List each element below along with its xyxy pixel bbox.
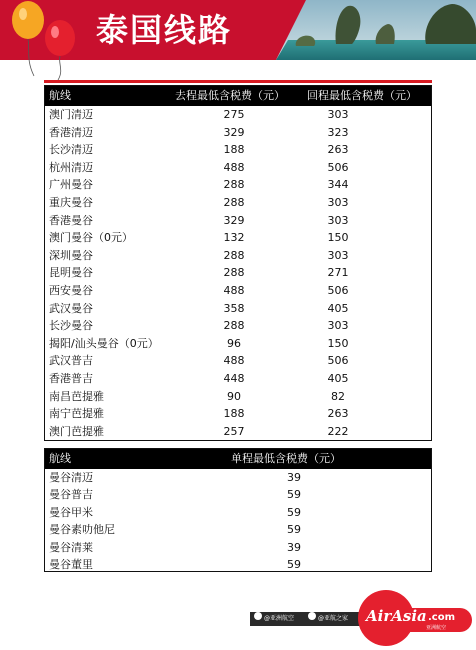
- fare-cell: 132: [223, 231, 245, 245]
- fare-cell: 150: [327, 336, 349, 350]
- fare-cell: 59: [287, 505, 301, 519]
- fare-cell: 263: [327, 407, 349, 421]
- fare-cell: 506: [327, 160, 349, 174]
- route-cell: 重庆曼谷: [49, 195, 93, 209]
- route-cell: 深圳曼谷: [49, 248, 93, 262]
- fare-cell: 506: [327, 354, 349, 368]
- fare-cell: 275: [223, 108, 245, 121]
- airasia-logo-domain: .com: [428, 612, 456, 623]
- fare-cell: 303: [327, 195, 349, 209]
- column-header-oneway: 单程最低含税费（元）: [231, 452, 341, 465]
- route-cell: 曼谷素叻他尼: [49, 523, 115, 537]
- table-body: [45, 469, 431, 573]
- table-row: [45, 317, 431, 335]
- route-cell: 曼谷普吉: [49, 488, 93, 502]
- fare-cell: 222: [327, 424, 349, 438]
- fare-cell: 488: [223, 283, 245, 297]
- weibo-handle-2[interactable]: @亚航之家: [318, 615, 349, 622]
- table-row: [45, 469, 431, 486]
- table-row: [45, 486, 431, 503]
- fare-cell: 188: [223, 407, 245, 421]
- table-row: [45, 194, 431, 212]
- fare-cell: 448: [223, 371, 245, 385]
- table-row: [45, 388, 431, 406]
- route-cell: 南昌芭提雅: [49, 389, 104, 403]
- table-row: [45, 124, 431, 142]
- fare-cell: 488: [223, 160, 245, 174]
- weibo-icon: [308, 612, 316, 620]
- fare-cell: 82: [331, 389, 345, 403]
- table-row: [45, 300, 431, 318]
- weibo-icon: [254, 612, 262, 620]
- fare-cell: 323: [327, 125, 349, 139]
- route-cell: 武汉曼谷: [49, 301, 93, 315]
- column-header-route: 航线: [49, 89, 71, 102]
- fare-cell: 39: [287, 471, 301, 484]
- table-header: [45, 449, 431, 469]
- route-cell: 南宁芭提雅: [49, 407, 104, 421]
- fare-cell: 288: [223, 178, 245, 192]
- table-row: [45, 539, 431, 556]
- table-row: [45, 247, 431, 265]
- table-row: [45, 370, 431, 388]
- page-title: 泰国线路: [96, 11, 233, 49]
- column-header-outbound: 去程最低含税费（元）: [175, 89, 285, 102]
- fare-cell: 90: [227, 389, 241, 403]
- fare-cell: 405: [327, 371, 349, 385]
- route-cell: 香港普吉: [49, 371, 93, 385]
- route-cell: 长沙清迈: [49, 143, 93, 157]
- fare-cell: 288: [223, 266, 245, 280]
- table-row: [45, 212, 431, 230]
- fare-cell: 344: [327, 178, 349, 192]
- table-row: [45, 264, 431, 282]
- fare-cell: 303: [327, 319, 349, 333]
- fare-cell: 303: [327, 248, 349, 262]
- column-header-route: 航线: [49, 452, 71, 465]
- fare-cell: 358: [223, 301, 245, 315]
- fare-cell: 59: [287, 557, 301, 571]
- table-row: [45, 504, 431, 521]
- table-header: [45, 86, 431, 106]
- fare-cell: 288: [223, 319, 245, 333]
- route-cell: 香港清迈: [49, 125, 93, 139]
- route-cell: 曼谷董里: [49, 557, 93, 571]
- fare-cell: 488: [223, 354, 245, 368]
- route-cell: 澳门芭提雅: [49, 424, 104, 438]
- table-row: [45, 159, 431, 177]
- fare-cell: 288: [223, 248, 245, 262]
- fare-cell: 303: [327, 213, 349, 227]
- balloon-icon: [0, 0, 100, 80]
- route-cell: 香港曼谷: [49, 213, 93, 227]
- table-row: [45, 106, 431, 124]
- route-cell: 澳门曼谷（0元）: [49, 231, 133, 245]
- fare-cell: 288: [223, 195, 245, 209]
- fare-cell: 506: [327, 283, 349, 297]
- weibo-handle-1[interactable]: @亚洲航空: [264, 615, 295, 622]
- fare-cell: 405: [327, 301, 349, 315]
- route-cell: 长沙曼谷: [49, 319, 93, 333]
- fare-cell: 59: [287, 523, 301, 537]
- fare-cell: 59: [287, 488, 301, 502]
- fare-cell: 329: [223, 125, 245, 139]
- table-row: [45, 176, 431, 194]
- route-cell: 曼谷甲米: [49, 505, 93, 519]
- table-row: [45, 282, 431, 300]
- route-cell: 武汉普吉: [49, 354, 93, 368]
- fare-cell: 150: [327, 231, 349, 245]
- route-cell: 广州曼谷: [49, 178, 93, 192]
- table-row: [45, 405, 431, 423]
- fare-cell: 39: [287, 540, 301, 554]
- route-cell: 澳门清迈: [49, 108, 93, 121]
- fare-cell: 96: [227, 336, 241, 350]
- thailand-scenery-image: [276, 0, 476, 60]
- oneway-fare-table: [44, 448, 432, 572]
- table-row: [45, 352, 431, 370]
- social-bar: [250, 612, 368, 626]
- table-row: [45, 229, 431, 247]
- table-row: [45, 141, 431, 159]
- route-cell: 西安曼谷: [49, 283, 93, 297]
- roundtrip-fare-table: [44, 85, 432, 441]
- route-cell: 曼谷清莱: [49, 540, 93, 554]
- table-body: [45, 106, 431, 440]
- fare-cell: 329: [223, 213, 245, 227]
- title-divider: [44, 80, 432, 83]
- fare-cell: 271: [327, 266, 349, 280]
- route-cell: 曼谷清迈: [49, 471, 93, 484]
- table-row: [45, 335, 431, 353]
- table-row: [45, 556, 431, 573]
- fare-cell: 303: [327, 108, 349, 121]
- table-row: [45, 521, 431, 538]
- fare-cell: 188: [223, 143, 245, 157]
- table-row: [45, 423, 431, 441]
- fare-cell: 257: [223, 424, 245, 438]
- route-cell: 杭州清迈: [49, 160, 93, 174]
- airasia-logo-text: AirAsia: [366, 607, 427, 625]
- column-header-return: 回程最低含税费（元）: [307, 89, 417, 102]
- airasia-logo-cn: 亚洲航空: [426, 625, 447, 631]
- route-cell: 昆明曼谷: [49, 266, 93, 280]
- fare-cell: 263: [327, 143, 349, 157]
- route-cell: 揭阳/汕头曼谷（0元）: [49, 336, 159, 350]
